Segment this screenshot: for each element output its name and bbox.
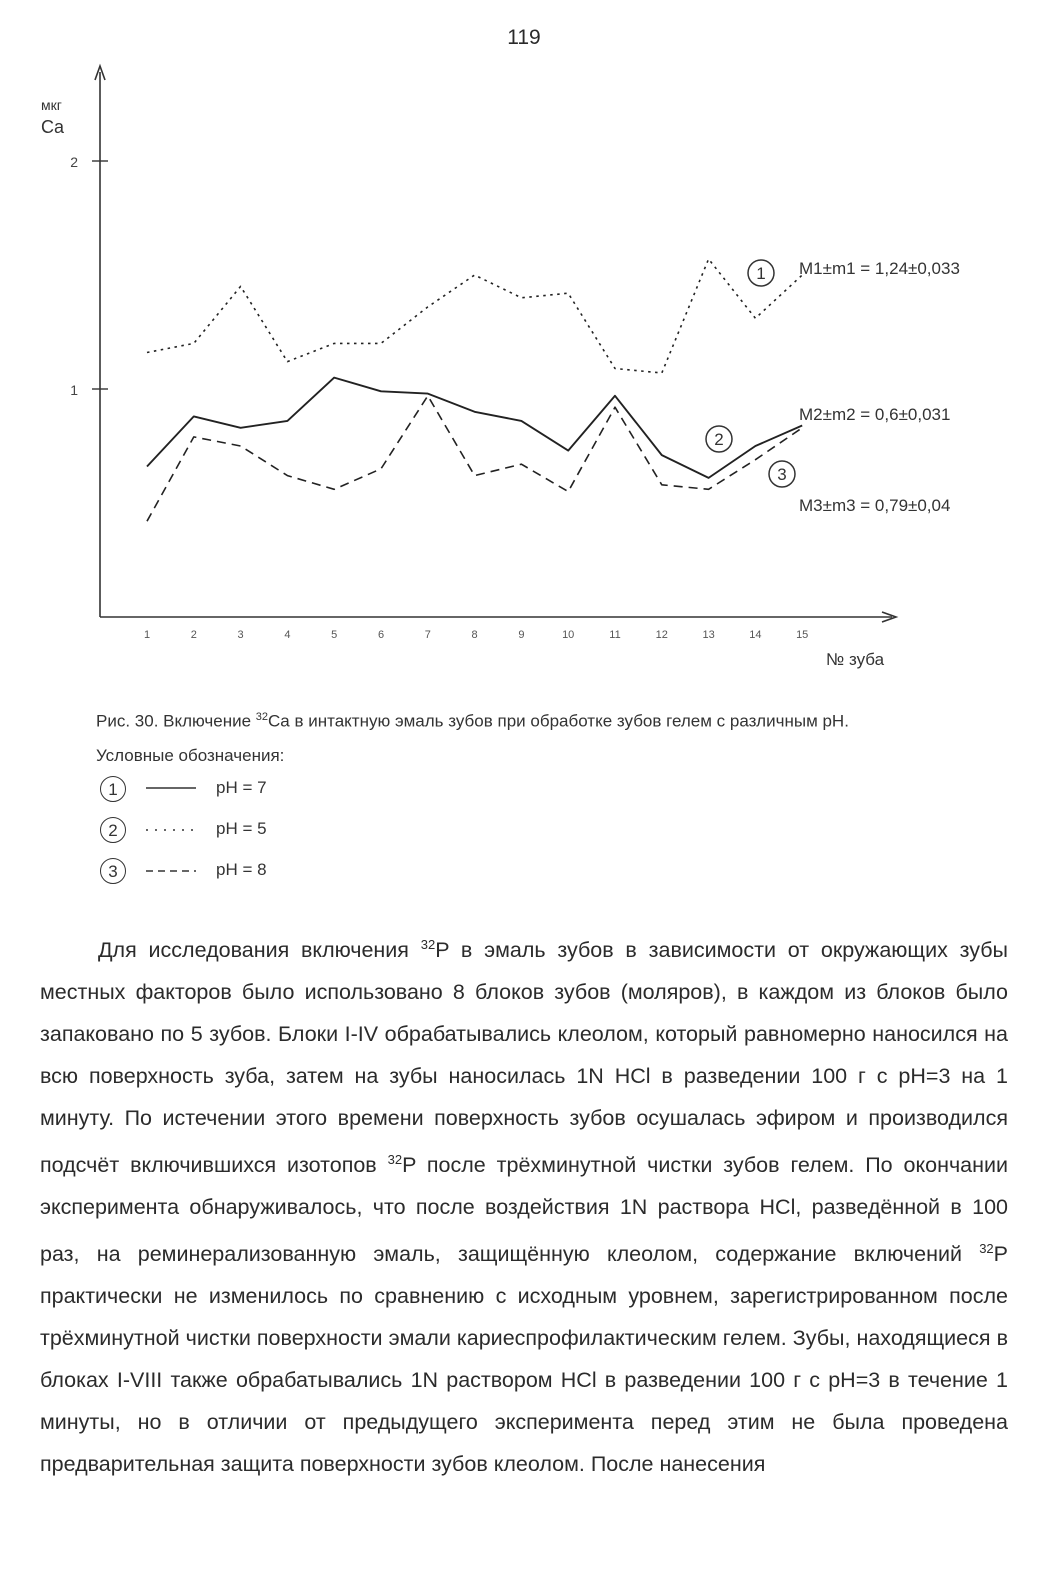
legend-line-dotted-icon: [144, 823, 200, 835]
legend-number: 1: [100, 776, 126, 802]
series-stat-annotation: M1±m1 = 1,24±0,033: [799, 259, 960, 278]
x-tick-label: 6: [377, 629, 385, 641]
x-tick-label: 8: [471, 629, 478, 641]
figure-caption: [96, 700, 996, 773]
series-stat-annotation: M2±m2 = 0,6±0,031: [799, 405, 951, 424]
legend-item-2: [100, 813, 500, 854]
y-axis-label-element: Ca: [41, 117, 65, 137]
caption-line-1: Рис. 30. Включение $^{32}$Ca в интактную эмаль зубов при обработке зубов гелем с различным pH.: [96, 711, 849, 731]
chart-annotations: [706, 259, 960, 515]
series-2-line: [147, 378, 802, 478]
x-tick-label: 9: [518, 629, 525, 641]
chart-axes: [41, 66, 896, 669]
x-tick-label: 14: [749, 629, 762, 641]
x-tick-label: 2: [190, 629, 197, 641]
series-stat-annotation: M3±m3 = 0,79±0,04: [799, 496, 951, 515]
caption-line-2: Условные обозначения:: [96, 745, 285, 765]
x-tick-label: 13: [702, 629, 715, 641]
x-axis-label: № зуба: [826, 650, 885, 669]
chart-series: [147, 259, 802, 521]
x-tick-label: 4: [284, 629, 291, 641]
x-tick-label: 1: [143, 629, 151, 641]
y-tick-label: 1: [70, 382, 78, 398]
x-tick-label: 12: [655, 629, 668, 641]
series-1-line: [147, 259, 802, 373]
series-3-line: [147, 396, 802, 521]
legend-label: pH = 7: [216, 778, 267, 797]
series-marker-label: 3: [777, 465, 787, 484]
series-marker-label: 1: [756, 264, 766, 283]
paragraph: Для исследования включения $^{32}$P в эмаль зубов в зависимости от окружающих зубы местных факторов было использовано 8 блоков зубов (моляров), в каждом из блоков было запаковано по 5 зубов. Блоки I-IV обрабатывались клеолом, который равномерно наносился на всю поверхность зуба, затем на зубы наносилась 1N HCl в разведении 100 г с pH=3 на 1 минуту. По истечении этого времени поверхность зубов осушалась эфиром и производился подсчёт включившихся изотопов $^{32}$P после трёхминутной чистки зубов гелем. По окончании эксперимента обнаруживалось, что после воздействия 1N раствора HCl, разведённой в 100 раз, на реминерализованную эмаль, защищённую клеолом, содержание включений $^{32}$P практически не изменилось по сравнению с исходным уровнем, зарегистрированном после трёхминутной чистки поверхности эмали кариеспрофилактическим гелем. Зубы, находящиеся в блоках I-VIII также обрабатывались 1N раствором HCl в разведении 100 г с pH=3 в течение 1 минуты, но в отличии от предыдущего эксперимента перед этим не была проведена предварительная защита поверхности зубов клеолом. После нанесения: [40, 937, 1008, 1477]
legend-item-3: [100, 854, 500, 895]
x-tick-label: 3: [237, 629, 244, 641]
y-tick-label: 2: [70, 154, 78, 170]
legend: [100, 772, 500, 895]
legend-label: pH = 5: [216, 819, 267, 838]
legend-line-solid-icon: [144, 782, 200, 794]
legend-line-dashed-icon: [144, 864, 200, 876]
line-chart: [0, 0, 1048, 690]
body-text: [40, 924, 1008, 1485]
legend-number: 3: [100, 858, 126, 884]
legend-number: 2: [100, 817, 126, 843]
legend-item-1: [100, 772, 500, 813]
x-tick-label: 15: [796, 629, 809, 641]
legend-label: pH = 8: [216, 860, 267, 879]
series-marker-label: 2: [714, 430, 724, 449]
y-axis-label-unit: мкг: [41, 97, 62, 113]
x-tick-label: 11: [609, 629, 621, 641]
x-tick-label: 5: [331, 629, 338, 641]
page-number: 119: [507, 26, 541, 49]
x-tick-label: 7: [424, 629, 431, 641]
x-tick-label: 10: [562, 629, 575, 641]
